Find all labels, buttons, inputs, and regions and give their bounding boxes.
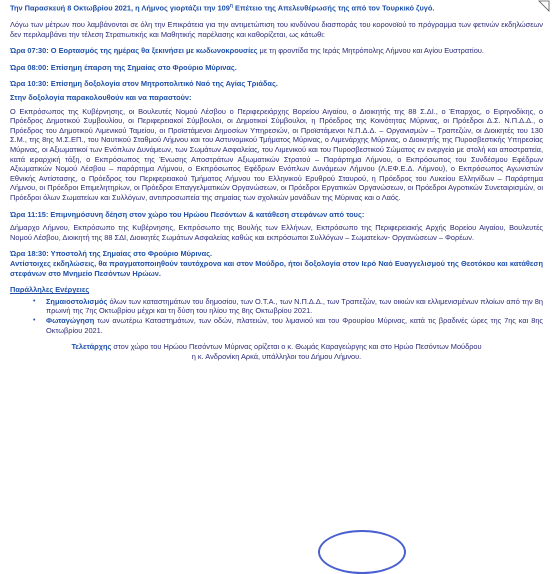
schedule-0800: Ώρα 08:00: Επίσημη έπαρση της Σημαίας στο Φρούριο Μύρινας. xyxy=(10,62,237,72)
seal-stamp-icon xyxy=(318,530,406,574)
attendees-paragraph: Ο Εκπρόσωπος της Κυβέρνησης, οι Βουλευτές Νομού Λέσβου ο Περιφερειάρχης Βορείου Αιγαίου, ο Διοικητής της 88 Σ.ΔΙ., ο Έπαρχος, ο Ειρηνοδίκης, ο Πρόεδρος Δημοτικού Συμβουλίου, οι Περιφερειακοί Σύμβουλοι, οι Δημοτικοί Σύμβουλοι, η Πρόεδρος της Κοινότητας Μύρινας, οι Πρόεδροι Δ.Σ. Ν.Π.Δ.Δ., ο Πρόεδρος του Δημοτικού Λιμενικού Ταμείου, οι Προϊστάμενοι Δημοσίων Υπηρεσιών, οι Προϊστάμενοι Ν.Π.Δ.Δ. – Οργανισμών – Τραπεζών, οι Διοικητές του 130 Σ.Μ., της 8ης Μ.Σ.ΕΠ., του Ναυτικού Σταθμού Λήμνου και του Αστυνομικού Τμήματος Μύρινας, ο Λιμενάρχης Μύρινας, ο Διοικητής της Πυροσβεστικής Υπηρεσίας Μύρινας, οι Αξιωματικοί των Ενόπλων Δυνάμεων, των Σωμάτων Ασφαλείας, του Λιμενικού και του Πυροσβεστικού Σώματος εν ενεργεία με στολή και αποστρατεία, κατά ιεραρχική τάξη, ο Εκπρόσωπος της Ένωσης Αποστράτων Αξιωματικών Στρατού – Παράρτημα Λήμνου, ο Εκπρόσωπος του Συνδέσμου Εφέδρων Αξιωματικών Νομού Λέσβου – παράρτημα Λήμνου, ο Εκπρόσωπος Εφέδρων Ενόπλων Δυνάμεων Λήμνου (Λ.ΕΦ.Ε.Δ. Λήμνου), ο Εκπρόσωπος Αγωνιστών Εθνικής Αντίστασης, ο Πρόεδρος του Περιφερειακού Τμήματος Λήμνου του Ελληνικού Ερυθρού Σταυρού, η Πρόεδρος του Λυκείου Ελληνίδων – Παράρτημα Λήμνου, οι Πρόεδροι Επιμελητηρίων, οι Πρόεδροι Επαγγελματικών Οργανώσεων, οι Πρόεδροι Εργατικών Οργανώσεων, οι Πρόεδροι Αγροτικών Συνεταιρισμών, οι Πρόεδροι όλων Σωματείων και Συλλόγων, αντιπροσωπεία της σημαίας των σχολικών μονάδων της Μύρινας και ο Λαός. xyxy=(10,106,543,202)
intro-paragraph xyxy=(10,2,543,13)
list-item: • Φωταγώγηση των ανωτέρω Καταστημάτων, των οδών, πλατειών, του λιμανιού και του Φρουρίου Μύρινας, κατά τις βραδινές ώρες της 7ης και 8ης Οκτωβρίου 2021. xyxy=(33,315,543,335)
intro-lead: Την Παρασκευή 8 Οκτωβρίου 2021, η Λήμνος γιορτάζει την 109 xyxy=(10,3,230,13)
schedule-0730: Ώρα 07:30: Ο Εορτασμός της ημέρας θα ξεκινήσει με κωδωνοκρουσίες με τη φροντίδα της Ιεράς Μητρόπολης Λήμνου και Αγίου Ευστρατίου. xyxy=(10,46,484,56)
parallel-heading: Παράλληλες Ενέργειες xyxy=(10,285,90,295)
page-corner-icon xyxy=(537,0,551,12)
measures-paragraph: Λόγω των μέτρων που λαμβάνονται σε όλη την Επικράτεια για την αντιμετώπιση του κινδύνου διασποράς του κορονοϊού το πρόγραμμα των φετινών εκδηλώσεων δεν περιλαμβάνει την τέλεση Στρατιωτικής και Μαθητικής παρέλασης και καθορίζεται, ως κάτωθι: xyxy=(10,20,543,39)
schedule-1115: Ώρα 11:15: Επιμνημόσυνη δέηση στον χώρο του Ηρώου Πεσόντων & κατάθεση στεφάνων από τους: xyxy=(10,209,365,219)
bullet-icon: • xyxy=(33,316,36,324)
schedule-1830: Ώρα 18:30: Υποστολή της Σημαίας στο Φρούριο Μύρινας. xyxy=(10,249,213,259)
attend-heading: Στην δοξολογία παρακολουθούν και να παραστούν: xyxy=(10,93,192,103)
parallel-events-paragraph: Αντίστοιχες εκδηλώσεις, θα πραγματοποιηθούν ταυτόχρονα και στον Μούδρο, ήτοι δοξολογία στον Ιερό Ναό Ευαγγελισμού της Θεοτόκου και κατάθεση στεφάνων στο Μνημείο Πεσόντων Ηρώων. xyxy=(10,258,543,278)
intro-sup: η xyxy=(229,3,233,9)
schedule-1030: Ώρα 10:30: Επίσημη δοξολογία στον Μητροπολιτικό Ναό της Αγίας Τριάδας. xyxy=(10,79,278,89)
list-item: • Σημαιοστολισμός όλων των καταστημάτων του δημοσίου, των Ο.Τ.Α., των Ν.Π.Δ.Δ., των Τραπεζών, των οικιών και ελλιμενισμένων πλοίων από την 8η πρωινή της 7ης Οκτωβρίου μέχρι και τη δύση του ηλίου της 8ης Οκτωβρίου 2021. xyxy=(33,296,543,316)
bullet-icon: • xyxy=(33,297,36,305)
wreaths-paragraph: Δήμαρχο Λήμνου, Εκπρόσωπο της Κυβέρνησης, Εκπρόσωπο της Βουλής των Ελλήνων, Εκπρόσωπο της Περιφερειακής Αρχής Βορείου Αιγαίου, Βουλευτές Νομού Λέσβου, Διοικητή της 88 ΣΔΙ, Διοικητές Σωμάτων Ασφαλείας καθώς και εκπρόσωποι Συλλόγων – Σωματείων- Οργανώσεων – Φορέων. xyxy=(10,223,543,242)
parallel-list xyxy=(10,297,543,335)
closing-paragraph: Τελετάρχης στον χώρο του Ηρώου Πεσόντων Μύρινας ορίζεται ο κ. Θωμάς Καραγεώργης και στο Ηρώο Πεσόντων Μούδρου η κ. Ανδρονίκη Αρκά, υπάλληλοι του Δήμου Λήμνου. xyxy=(71,342,482,361)
intro-tail: Επέτειο της Απελευθέρωσής της από τον Τουρκικό ζυγό. xyxy=(232,3,435,13)
